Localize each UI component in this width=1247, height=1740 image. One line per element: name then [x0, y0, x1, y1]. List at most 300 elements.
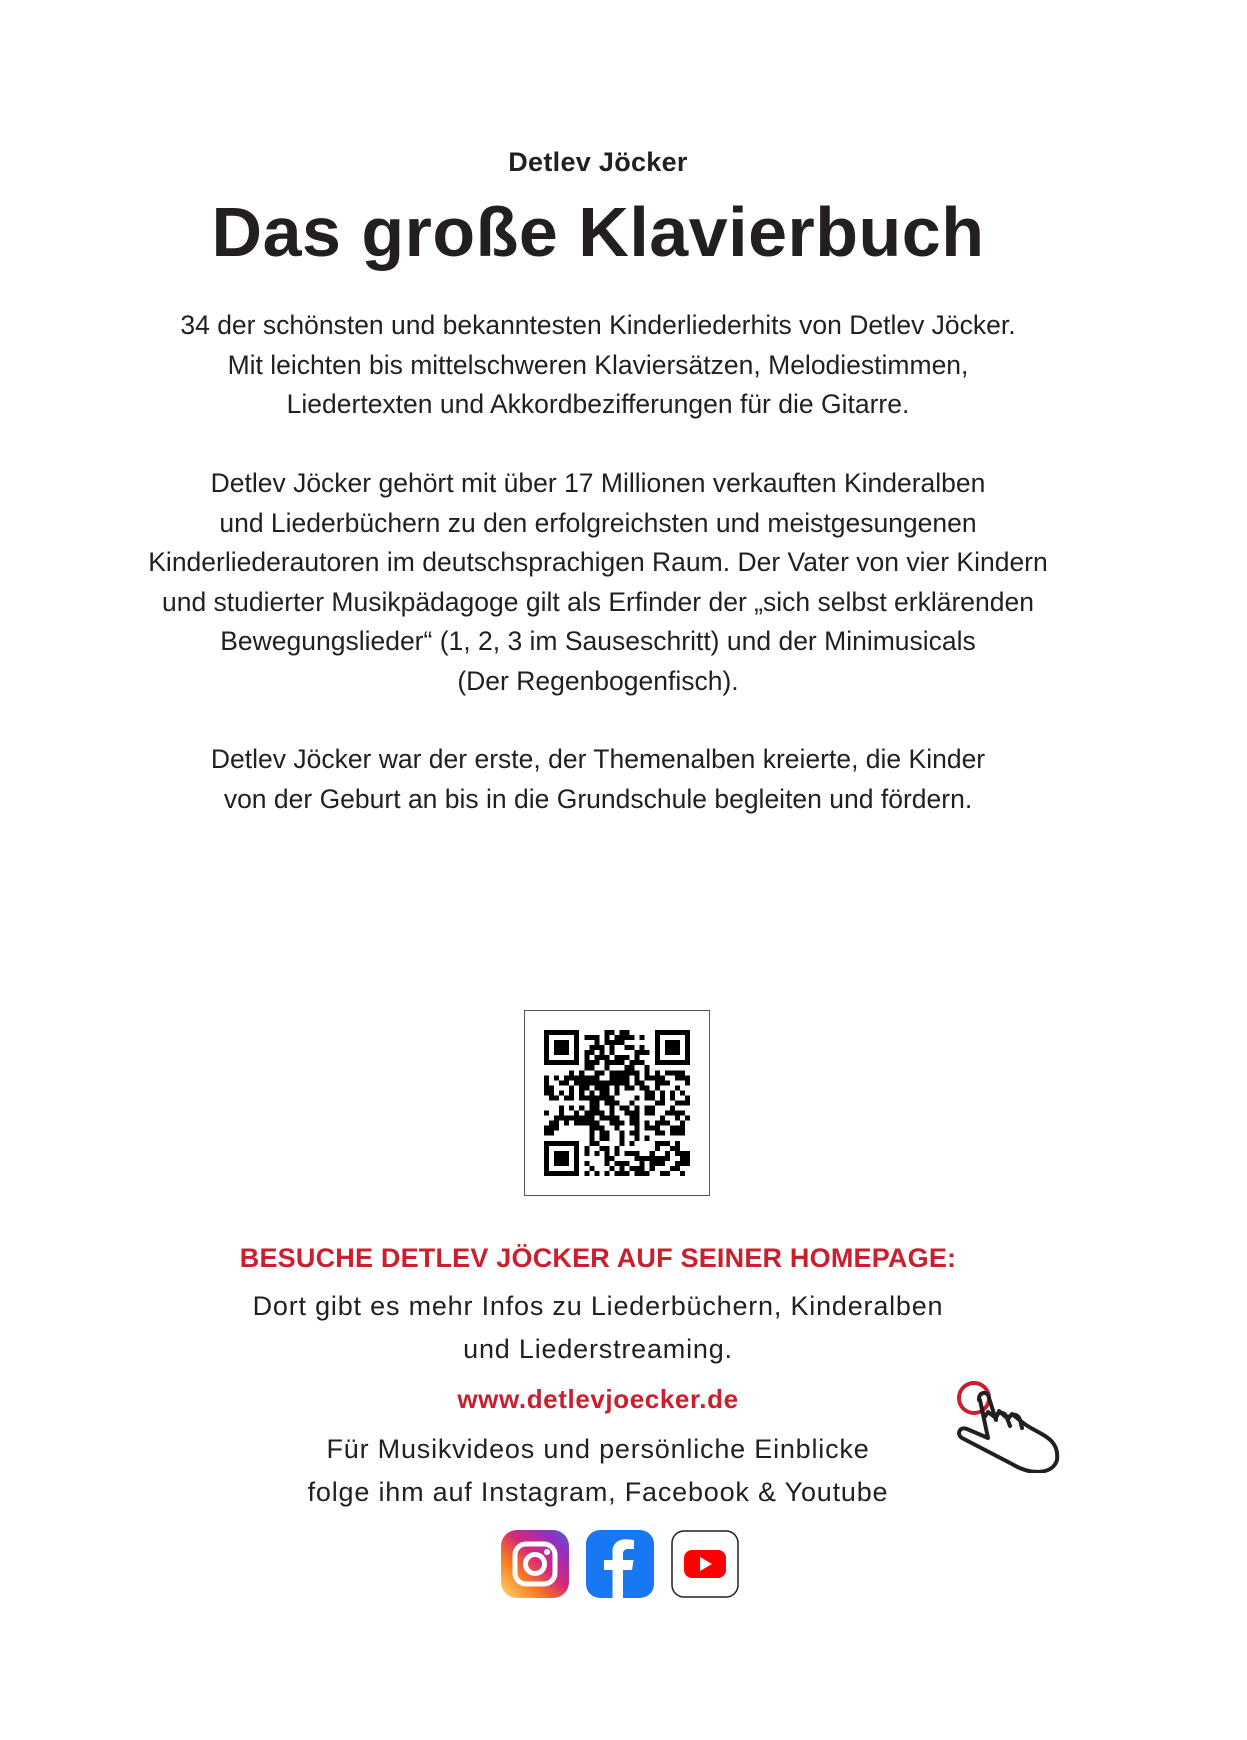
qr-module	[640, 1080, 645, 1085]
qr-module	[544, 1035, 549, 1040]
qr-module	[665, 1141, 670, 1146]
qr-module	[620, 1075, 625, 1080]
qr-module	[685, 1035, 690, 1040]
qr-module	[599, 1070, 604, 1075]
instagram-icon[interactable]	[501, 1530, 569, 1598]
qr-module	[549, 1085, 554, 1090]
qr-module	[620, 1166, 625, 1171]
qr-module	[589, 1045, 594, 1050]
qr-module	[645, 1070, 650, 1075]
qr-module	[554, 1156, 559, 1161]
qr-module	[635, 1116, 640, 1121]
qr-module	[609, 1116, 614, 1121]
qr-module	[559, 1171, 564, 1176]
qr-module	[559, 1045, 564, 1050]
qr-module	[640, 1161, 645, 1166]
qr-module	[635, 1156, 640, 1161]
qr-module	[630, 1070, 635, 1075]
qr-module	[549, 1095, 554, 1100]
qr-module	[574, 1156, 579, 1161]
qr-module	[549, 1090, 554, 1095]
qr-module	[680, 1100, 685, 1105]
qr-module	[660, 1131, 665, 1136]
qr-module	[685, 1050, 690, 1055]
qr-module	[620, 1040, 625, 1045]
qr-module	[559, 1106, 564, 1111]
qr-module	[614, 1090, 619, 1095]
qr-module	[589, 1126, 594, 1131]
qr-module	[589, 1035, 594, 1040]
qr-module	[620, 1121, 625, 1126]
qr-module	[589, 1050, 594, 1055]
qr-module	[604, 1065, 609, 1070]
qr-module	[675, 1045, 680, 1050]
qr-module	[625, 1111, 630, 1116]
qr-module	[574, 1121, 579, 1126]
qr-module	[675, 1075, 680, 1080]
qr-module	[655, 1100, 660, 1105]
qr-module	[675, 1146, 680, 1151]
qr-module	[645, 1065, 650, 1070]
qr-module	[660, 1075, 665, 1080]
qr-module	[554, 1040, 559, 1045]
qr-module	[625, 1035, 630, 1040]
qr-module	[544, 1085, 549, 1090]
qr-module	[650, 1161, 655, 1166]
qr-module	[554, 1161, 559, 1166]
qr-module	[680, 1156, 685, 1161]
qr-module	[660, 1171, 665, 1176]
qr-module	[635, 1111, 640, 1116]
qr-module	[680, 1111, 685, 1116]
qr-module	[564, 1161, 569, 1166]
qr-module	[614, 1070, 619, 1075]
qr-module	[549, 1141, 554, 1146]
qr-module	[675, 1030, 680, 1035]
qr-module	[625, 1045, 630, 1050]
qr-module	[569, 1106, 574, 1111]
qr-module	[675, 1100, 680, 1105]
qr-module	[675, 1166, 680, 1171]
qr-module	[584, 1121, 589, 1126]
qr-module	[564, 1116, 569, 1121]
qr-module	[564, 1075, 569, 1080]
qr-module	[675, 1111, 680, 1116]
qr-module	[640, 1045, 645, 1050]
qr-module	[544, 1141, 549, 1146]
qr-module	[604, 1055, 609, 1060]
qr-module	[554, 1050, 559, 1055]
qr-module	[609, 1166, 614, 1171]
qr-module	[680, 1090, 685, 1095]
qr-module	[655, 1131, 660, 1136]
qr-module	[685, 1075, 690, 1080]
qr-module	[655, 1030, 660, 1035]
qr-module	[589, 1166, 594, 1171]
qr-module	[589, 1075, 594, 1080]
qr-module	[574, 1116, 579, 1121]
qr-module	[655, 1146, 660, 1151]
qr-module	[614, 1060, 619, 1065]
qr-module	[614, 1121, 619, 1126]
qr-module	[564, 1156, 569, 1161]
qr-module	[670, 1095, 675, 1100]
qr-module	[665, 1060, 670, 1065]
qr-module	[670, 1030, 675, 1035]
qr-module	[599, 1085, 604, 1090]
qr-module	[655, 1161, 660, 1166]
qr-module	[594, 1080, 599, 1085]
qr-module	[614, 1171, 619, 1176]
qr-module	[564, 1141, 569, 1146]
qr-module	[564, 1095, 569, 1100]
qr-module	[574, 1146, 579, 1151]
bio-line: Kinderliederautoren im deutschsprachigen Raum. Der Vater von vier Kindern	[148, 547, 1048, 577]
qr-module	[564, 1060, 569, 1065]
qr-module	[614, 1035, 619, 1040]
qr-module	[665, 1045, 670, 1050]
qr-module	[594, 1060, 599, 1065]
qr-module	[670, 1070, 675, 1075]
qr-module	[604, 1171, 609, 1176]
qr-module	[665, 1151, 670, 1156]
qr-module	[614, 1055, 619, 1060]
qr-module	[594, 1095, 599, 1100]
qr-module	[594, 1106, 599, 1111]
qr-module	[675, 1116, 680, 1121]
qr-module	[635, 1055, 640, 1060]
qr-module	[670, 1060, 675, 1065]
qr-module	[594, 1035, 599, 1040]
qr-module	[554, 1141, 559, 1146]
qr-module	[655, 1040, 660, 1045]
qr-module	[569, 1141, 574, 1146]
qr-module	[660, 1060, 665, 1065]
qr-module	[554, 1121, 559, 1126]
qr-module	[680, 1030, 685, 1035]
qr-module	[599, 1131, 604, 1136]
qr-module	[564, 1045, 569, 1050]
qr-module	[604, 1095, 609, 1100]
qr-module	[579, 1106, 584, 1111]
qr-module	[574, 1075, 579, 1080]
qr-module	[579, 1095, 584, 1100]
qr-module	[640, 1035, 645, 1040]
qr-module	[564, 1050, 569, 1055]
qr-module	[574, 1035, 579, 1040]
homepage-link[interactable]: www.detlevjoecker.de	[457, 1384, 739, 1414]
qr-module	[559, 1080, 564, 1085]
qr-module	[655, 1070, 660, 1075]
qr-module	[609, 1070, 614, 1075]
qr-module	[675, 1141, 680, 1146]
qr-module	[685, 1055, 690, 1060]
qr-module	[599, 1050, 604, 1055]
intro-paragraph	[0, 306, 1196, 425]
qr-module	[594, 1141, 599, 1146]
qr-module	[584, 1050, 589, 1055]
qr-module	[625, 1075, 630, 1080]
qr-module	[569, 1070, 574, 1075]
qr-module	[665, 1111, 670, 1116]
qr-module	[589, 1060, 594, 1065]
qr-module	[594, 1085, 599, 1090]
qr-module	[665, 1156, 670, 1161]
qr-module	[589, 1100, 594, 1105]
qr-module	[635, 1121, 640, 1126]
qr-module	[620, 1136, 625, 1141]
qr-module	[579, 1116, 584, 1121]
homepage-info-line: Dort gibt es mehr Infos zu Liederbüchern, Kinderalben	[252, 1291, 944, 1321]
qr-module	[675, 1126, 680, 1131]
qr-code[interactable]	[524, 1010, 710, 1196]
youtube-icon[interactable]	[671, 1530, 739, 1598]
qr-module	[604, 1156, 609, 1161]
qr-module	[594, 1040, 599, 1045]
qr-module	[680, 1070, 685, 1075]
qr-module	[665, 1040, 670, 1045]
qr-module	[604, 1146, 609, 1151]
qr-module	[594, 1111, 599, 1116]
qr-module	[620, 1060, 625, 1065]
qr-module	[620, 1171, 625, 1176]
qr-module	[625, 1085, 630, 1090]
qr-module	[579, 1070, 584, 1075]
qr-module	[655, 1050, 660, 1055]
qr-module	[609, 1156, 614, 1161]
qr-module	[599, 1146, 604, 1151]
albums-line: Detlev Jöcker war der erste, der Themenalben kreierte, die Kinder	[210, 744, 986, 774]
qr-code-icon	[544, 1030, 690, 1176]
qr-module	[635, 1166, 640, 1171]
qr-module	[574, 1141, 579, 1146]
qr-module	[579, 1075, 584, 1080]
qr-module	[640, 1171, 645, 1176]
qr-module	[670, 1045, 675, 1050]
qr-module	[625, 1055, 630, 1060]
qr-module	[579, 1121, 584, 1126]
qr-module	[630, 1035, 635, 1040]
qr-module	[604, 1116, 609, 1121]
bio-line: und studierter Musikpädagoge gilt als Erfinder der „sich selbst erklärenden	[161, 586, 1034, 617]
qr-module	[609, 1080, 614, 1085]
qr-module	[675, 1161, 680, 1166]
qr-module	[604, 1080, 609, 1085]
qr-module	[599, 1136, 604, 1141]
qr-module	[680, 1060, 685, 1065]
qr-module	[594, 1045, 599, 1050]
qr-module	[655, 1055, 660, 1060]
qr-module	[635, 1131, 640, 1136]
qr-module	[549, 1060, 554, 1065]
qr-module	[574, 1111, 579, 1116]
qr-module	[660, 1161, 665, 1166]
qr-module	[554, 1045, 559, 1050]
qr-module	[559, 1116, 564, 1121]
qr-module	[594, 1126, 599, 1131]
qr-module	[655, 1085, 660, 1090]
qr-module	[584, 1060, 589, 1065]
qr-module	[594, 1075, 599, 1080]
qr-module	[554, 1075, 559, 1080]
qr-module	[640, 1166, 645, 1171]
qr-module	[635, 1171, 640, 1176]
qr-module	[680, 1075, 685, 1080]
qr-module	[589, 1111, 594, 1116]
qr-module	[594, 1055, 599, 1060]
qr-module	[604, 1090, 609, 1095]
qr-module	[584, 1095, 589, 1100]
qr-module	[630, 1085, 635, 1090]
qr-module	[645, 1136, 650, 1141]
qr-module	[650, 1090, 655, 1095]
qr-module	[660, 1116, 665, 1121]
qr-module	[680, 1151, 685, 1156]
homepage-info-line: und Liederstreaming.	[463, 1334, 733, 1364]
qr-module	[620, 1080, 625, 1085]
albums-line: von der Geburt an bis in die Grundschule begleiten und fördern.	[223, 783, 973, 814]
qr-module	[604, 1060, 609, 1065]
qr-module	[660, 1030, 665, 1035]
qr-module	[645, 1085, 650, 1090]
qr-module	[630, 1060, 635, 1065]
qr-module	[569, 1085, 574, 1090]
qr-module	[670, 1040, 675, 1045]
qr-module	[544, 1090, 549, 1095]
qr-module	[579, 1080, 584, 1085]
qr-module	[665, 1171, 670, 1176]
qr-module	[549, 1126, 554, 1131]
qr-module	[660, 1121, 665, 1126]
qr-module	[614, 1080, 619, 1085]
qr-module	[609, 1100, 614, 1105]
qr-module	[599, 1116, 604, 1121]
qr-module	[675, 1070, 680, 1075]
qr-module	[604, 1030, 609, 1035]
qr-module	[680, 1161, 685, 1166]
qr-module	[569, 1116, 574, 1121]
qr-module	[620, 1131, 625, 1136]
qr-module	[599, 1055, 604, 1060]
qr-module	[544, 1040, 549, 1045]
qr-module	[604, 1085, 609, 1090]
qr-module	[564, 1080, 569, 1085]
qr-module	[614, 1126, 619, 1131]
qr-module	[650, 1151, 655, 1156]
qr-module	[620, 1141, 625, 1146]
qr-module	[650, 1166, 655, 1171]
qr-module	[620, 1070, 625, 1075]
qr-module	[655, 1035, 660, 1040]
qr-module	[625, 1030, 630, 1035]
qr-module	[559, 1151, 564, 1156]
qr-module	[675, 1085, 680, 1090]
qr-module	[599, 1090, 604, 1095]
qr-module	[665, 1121, 670, 1126]
qr-module	[620, 1035, 625, 1040]
qr-module	[564, 1040, 569, 1045]
qr-module	[564, 1121, 569, 1126]
qr-module	[609, 1060, 614, 1065]
qr-module	[559, 1090, 564, 1095]
qr-module	[640, 1060, 645, 1065]
qr-module	[549, 1131, 554, 1136]
qr-module	[655, 1075, 660, 1080]
qr-module	[554, 1126, 559, 1131]
qr-module	[670, 1166, 675, 1171]
qr-module	[589, 1141, 594, 1146]
facebook-icon[interactable]	[586, 1530, 654, 1598]
qr-module	[625, 1171, 630, 1176]
qr-module	[589, 1065, 594, 1070]
qr-module	[599, 1111, 604, 1116]
qr-module	[544, 1055, 549, 1060]
qr-module	[604, 1040, 609, 1045]
qr-module	[645, 1095, 650, 1100]
qr-module	[614, 1146, 619, 1151]
qr-module	[584, 1065, 589, 1070]
qr-module	[614, 1151, 619, 1156]
bio-line: und Liederbüchern zu den erfolgreichsten und meistgesungenen	[219, 507, 977, 538]
qr-module	[544, 1126, 549, 1131]
qr-module	[645, 1106, 650, 1111]
qr-module	[554, 1171, 559, 1176]
qr-module	[604, 1136, 609, 1141]
qr-module	[650, 1095, 655, 1100]
qr-module	[574, 1050, 579, 1055]
qr-module	[635, 1060, 640, 1065]
qr-module	[559, 1040, 564, 1045]
qr-module	[645, 1090, 650, 1095]
qr-module	[675, 1060, 680, 1065]
qr-module	[589, 1131, 594, 1136]
qr-module	[574, 1055, 579, 1060]
qr-module	[675, 1131, 680, 1136]
qr-module	[650, 1075, 655, 1080]
bio-line: Bewegungslieder“ (1, 2, 3 im Sauseschritt) und der Minimusicals	[220, 626, 976, 656]
qr-module	[544, 1166, 549, 1171]
qr-module	[625, 1065, 630, 1070]
qr-module	[670, 1090, 675, 1095]
qr-module	[675, 1050, 680, 1055]
qr-module	[635, 1050, 640, 1055]
qr-module	[549, 1171, 554, 1176]
qr-module	[625, 1151, 630, 1156]
qr-module	[544, 1060, 549, 1065]
qr-module	[625, 1080, 630, 1085]
qr-module	[584, 1161, 589, 1166]
qr-module	[655, 1060, 660, 1065]
qr-module	[625, 1106, 630, 1111]
qr-module	[574, 1166, 579, 1171]
qr-module	[599, 1126, 604, 1131]
qr-module	[554, 1060, 559, 1065]
qr-module	[599, 1045, 604, 1050]
qr-module	[554, 1151, 559, 1156]
bio-line: (Der Regenbogenfisch).	[457, 665, 739, 696]
qr-module	[589, 1106, 594, 1111]
qr-module	[645, 1111, 650, 1116]
qr-module	[569, 1075, 574, 1080]
qr-module	[579, 1085, 584, 1090]
qr-module	[594, 1100, 599, 1105]
qr-module	[680, 1131, 685, 1136]
qr-module	[579, 1090, 584, 1095]
qr-module	[544, 1075, 549, 1080]
qr-module	[630, 1100, 635, 1105]
social-line: Für Musikvideos und persönliche Einblicke	[326, 1434, 870, 1464]
social-icons	[501, 1530, 741, 1600]
